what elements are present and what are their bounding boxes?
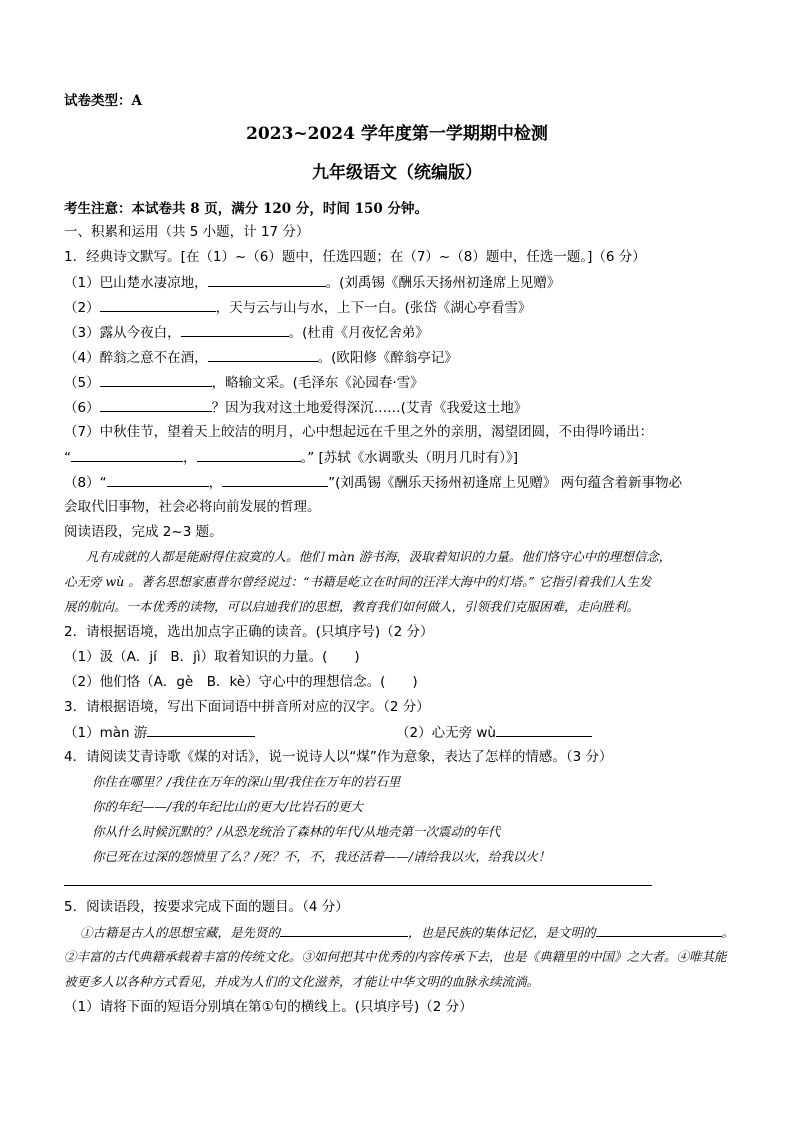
poem-line-3: 你从什么时候沉默的？/从恐龙统治了森林的年代/从地壳第一次震动的年代 bbox=[92, 824, 501, 839]
poem-line-1: 你住在哪里？/我住在万年的深山里/我住在万年的岩石里 bbox=[92, 774, 401, 789]
passage-line-3: 展的航向。一本优秀的读物，可以启迪我们的思想，教育我们如何做人，引领我们克服困难，走向胜利。 bbox=[64, 599, 640, 614]
q5-sub-1: （1）请将下面的短语分别填在第①句的横线上。(只填序号)（2 分） bbox=[64, 999, 473, 1015]
q1-item-7-answer: “ ， 。” [苏轼《水调歌头（明月几时有）》] bbox=[64, 447, 518, 468]
q4-stem: 4．请阅读艾青诗歌《煤的对话》，说一说诗人以“煤”作为意象，表达了怎样的情感。（3 分） bbox=[64, 749, 613, 765]
section-heading: 一、积累和运用（共 5 小题，计 17 分） bbox=[64, 224, 310, 240]
q5-para-2: ②丰富的古代典籍承载着丰富的传统文化。③如何把其中优秀的内容传承下去，也是《典籍里的中国》之大者。④唯其能 bbox=[64, 949, 727, 964]
answer-blank[interactable] bbox=[181, 322, 289, 337]
passage-line-1: 凡有成就的人都是能耐得住寂寞的人。他们 màn 游书海，汲取着知识的力量。他们恪守心中的理想信念， bbox=[86, 549, 672, 564]
answer-blank[interactable] bbox=[280, 922, 408, 937]
q3-item-2: （2）心无旁 wù bbox=[396, 722, 592, 743]
answer-blank[interactable] bbox=[222, 472, 328, 487]
answer-blank[interactable] bbox=[496, 722, 592, 737]
answer-blank[interactable] bbox=[100, 397, 212, 412]
q1-item-7: （7）中秋佳节，望着天上皎洁的明月，心中想起远在千里之外的亲朋，渴望团圆，不由得吟诵出： bbox=[64, 424, 654, 440]
q3-stem: 3．请根据语境，写出下面词语中拼音所对应的汉字。（2 分） bbox=[64, 699, 430, 715]
q1-stem: 1．经典诗文默写。[在（1）~（6）题中，任选四题；在（7）~（8）题中，任选一题。]（6 分） bbox=[64, 249, 646, 265]
q3-item-1: （1）màn 游 bbox=[64, 722, 255, 743]
answer-blank[interactable] bbox=[208, 272, 326, 287]
reading-intro: 阅读语段，完成 2~3 题。 bbox=[64, 524, 223, 540]
q1-item-6: （6） ？因为我对这土地爱得深沉……(艾青《我爱这土地》 bbox=[64, 397, 527, 418]
q5-para-3: 被更多人以各种方式看见，并成为人们的文化滋养，才能让中华文明的血脉永续流淌。 bbox=[64, 974, 540, 989]
q1-item-5: （5） ，略输文采。(毛泽东《沁园春·雪》 bbox=[64, 372, 424, 393]
q2-item-2: （2）他们恪（A．gè B．kè）守心中的理想信念。( ) bbox=[64, 674, 418, 690]
q1-item-8: （8）“ ， ”(刘禹锡《酬乐天扬州初逢席上见赠》 两句蕴含着新事物必 bbox=[64, 472, 682, 493]
answer-blank[interactable] bbox=[208, 347, 318, 362]
answer-blank[interactable] bbox=[107, 472, 209, 487]
answer-blank[interactable] bbox=[100, 372, 212, 387]
answer-blank[interactable] bbox=[71, 447, 183, 462]
passage-line-2: 心无旁 wù 。著名思想家惠普尔曾经说过：“书籍是屹立在时间的汪洋大海中的灯塔。” 它指引着我们人生发 bbox=[64, 574, 652, 589]
paper-type: 试卷类型：A bbox=[64, 93, 142, 109]
q1-item-8-cont: 会取代旧事物，社会必将向前发展的哲理。 bbox=[64, 499, 321, 515]
exam-title: 2023~2024 学年度第一学期期中检测 bbox=[246, 124, 548, 144]
answer-blank[interactable] bbox=[197, 447, 301, 462]
q2-item-1: （1）汲（A．jí B．jì）取着知识的力量。( ) bbox=[64, 649, 360, 665]
answer-line[interactable] bbox=[64, 885, 652, 886]
answer-blank[interactable] bbox=[147, 722, 255, 737]
q1-item-4: （4）醉翁之意不在酒， 。(欧阳修《醉翁亭记》 bbox=[64, 347, 458, 368]
answer-blank[interactable] bbox=[100, 297, 216, 312]
exam-notice: 考生注意：本试卷共 8 页，满分 120 分，时间 150 分钟。 bbox=[64, 201, 428, 217]
answer-blank[interactable] bbox=[596, 922, 722, 937]
q1-item-1: （1）巴山楚水凄凉地， 。(刘禹锡《酬乐天扬州初逢席上见赠》 bbox=[64, 272, 560, 293]
q1-item-2: （2） ，天与云与山与水，上下一白。(张岱《湖心亭看雪》 bbox=[64, 297, 531, 318]
poem-line-2: 你的年纪——/我的年纪比山的更大/比岩石的更大 bbox=[92, 799, 363, 814]
q5-stem: 5．阅读语段，按要求完成下面的题目。（4 分） bbox=[64, 899, 349, 915]
q5-para-1: ①古籍是古人的思想宝藏，是先贤的 ，也是民族的集体记忆，是文明的 。 bbox=[80, 922, 734, 943]
q2-stem: 2．请根据语境，选出加点字正确的读音。(只填序号)（2 分） bbox=[64, 624, 434, 640]
q1-item-3: （3）露从今夜白， 。(杜甫《月夜忆舍弟》 bbox=[64, 322, 429, 343]
exam-subtitle: 九年级语文（统编版） bbox=[312, 163, 482, 183]
poem-line-4: 你已死在过深的怨愤里了么？/死？不，不，我还活着——/请给我以火，给我以火！ bbox=[92, 849, 551, 864]
